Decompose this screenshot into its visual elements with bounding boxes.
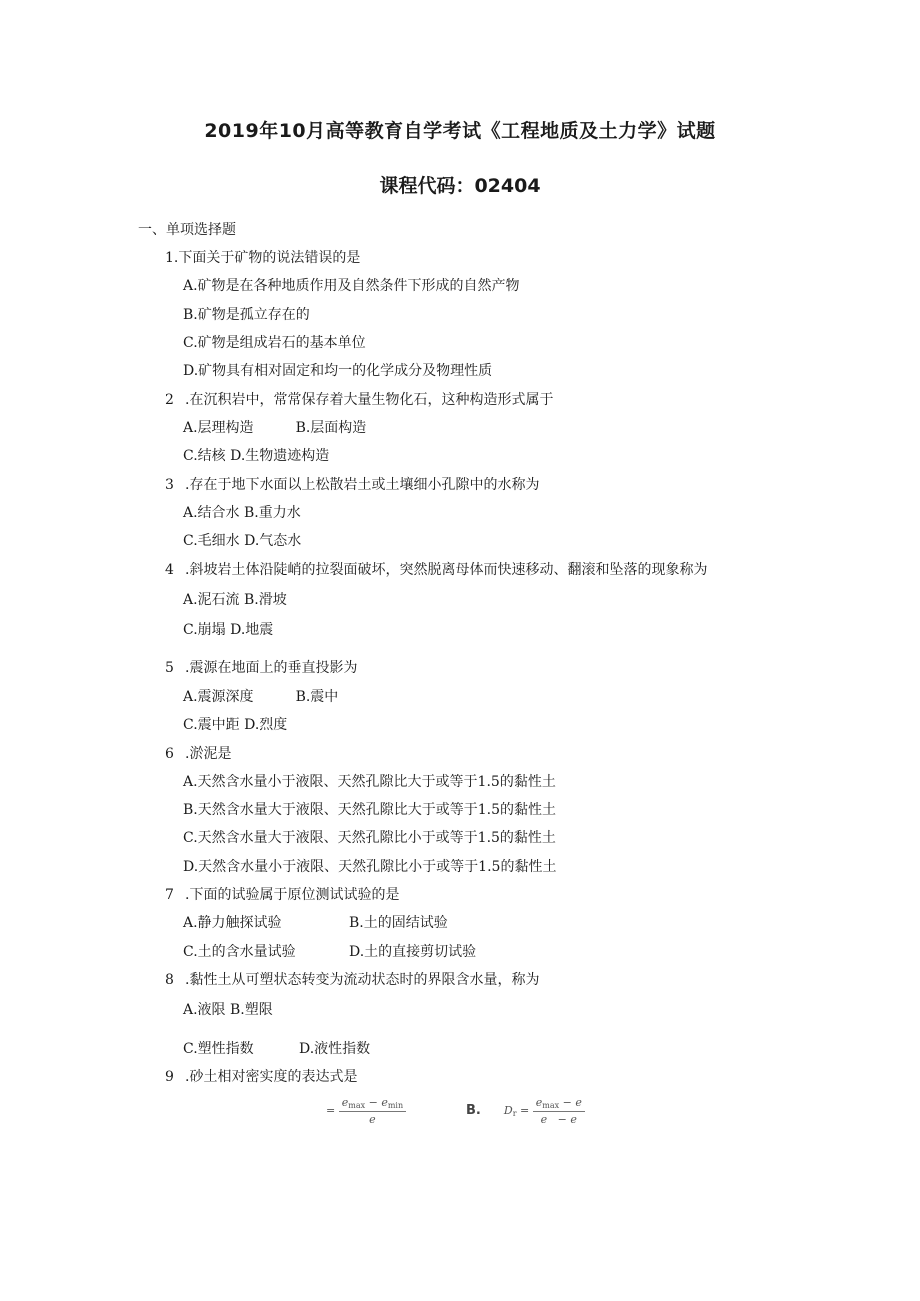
option: B.土的固结试验 (349, 915, 448, 931)
option: A.震源深度 (183, 689, 254, 705)
question-8 (165, 971, 539, 989)
option: B.层面构造 (295, 420, 367, 436)
option: C.天然含水量大于液限、天然孔隙比小于或等于1.5的黏性土 (183, 830, 556, 846)
question-number: 1. (165, 250, 179, 266)
option: B.天然含水量大于液限、天然孔隙比大于或等于1.5的黏性土 (183, 802, 557, 818)
option: A.结合水 B.重力水 (183, 505, 301, 521)
exam-title: 2019年10月高等教育自学考试《工程地质及土力学》试题 (204, 120, 716, 142)
question-text: .砂土相对密实度的表达式是 (185, 1069, 358, 1085)
option: D.液性指数 (299, 1041, 371, 1057)
fraction: $\frac{e_{max} - e_{min}}{e}$ (339, 1096, 406, 1126)
option: B.震中 (295, 689, 339, 705)
question-6 (165, 745, 231, 763)
section-heading: 一、单项选择题 (138, 222, 236, 238)
question-text: .黏性土从可塑状态转变为流动状态时的界限含水量，称为 (185, 972, 540, 988)
question-number: 7 (165, 887, 174, 903)
question-text: .斜坡岩土体沿陡峭的拉裂面破坏，突然脱离母体而快速移动、翻滚和坠落的现象称为 (185, 562, 708, 578)
question-2 (165, 391, 553, 409)
option: A.矿物是在各种地质作用及自然条件下形成的自然产物 (183, 278, 520, 294)
option: A.液限 B.塑限 (183, 1002, 273, 1018)
option: D.土的直接剪切试验 (349, 944, 477, 960)
option: C.塑性指数 (183, 1041, 254, 1057)
question-4 (165, 561, 707, 579)
formula-option-a: = $\frac{e_{max} - e_{min}}{e}$ (326, 1096, 406, 1126)
question-text: .在沉积岩中，常常保存着大量生物化石，这种构造形式属于 (185, 392, 554, 408)
option: A.泥石流 B.滑坡 (183, 592, 287, 608)
question-text: .震源在地面上的垂直投影为 (185, 660, 358, 676)
fraction: $\frac{e_{max} - e}{e - e}$ (533, 1096, 585, 1126)
option-row (183, 914, 448, 932)
question-text: 下面关于矿物的说法错误的是 (178, 250, 361, 266)
formula-option-b: B. $D_r$ = $\frac{e_{max} - e}{e - e}$ (466, 1096, 585, 1126)
option: C.震中距 D.烈度 (183, 717, 288, 733)
question-text: .存在于地下水面以上松散岩土或土壤细小孔隙中的水称为 (185, 477, 540, 493)
question-text: .下面的试验属于原位测试试验的是 (185, 887, 400, 903)
question-9 (165, 1068, 357, 1086)
option: A.静力触探试验 (183, 915, 282, 931)
question-7 (165, 886, 399, 904)
option-row (183, 943, 476, 961)
question-number: 2 (165, 392, 174, 408)
question-number: 8 (165, 972, 174, 988)
option: D.天然含水量小于液限、天然孔隙比小于或等于1.5的黏性土 (183, 859, 557, 875)
option-label: B. (466, 1103, 481, 1118)
option-row (183, 1040, 370, 1058)
option: C.矿物是组成岩石的基本单位 (183, 335, 366, 351)
option-row (183, 419, 366, 437)
option: C.毛细水 D.气态水 (183, 533, 302, 549)
option: B.矿物是孤立存在的 (183, 307, 310, 323)
option: C.崩塌 D.地震 (183, 622, 274, 638)
question-number: 3 (165, 477, 174, 493)
question-number: 9 (165, 1069, 174, 1085)
question-number: 5 (165, 660, 174, 676)
option: A.天然含水量小于液限、天然孔隙比大于或等于1.5的黏性土 (183, 774, 556, 790)
option: D.矿物具有相对固定和均一的化学成分及物理性质 (183, 363, 493, 379)
question-1 (165, 249, 360, 267)
option: C.结核 D.生物遗迹构造 (183, 448, 330, 464)
course-code: 课程代码：02404 (379, 175, 541, 197)
option: A.层理构造 (183, 420, 254, 436)
option-row (183, 688, 338, 706)
question-number: 6 (165, 746, 174, 762)
question-text: .淤泥是 (185, 746, 232, 762)
question-number: 4 (165, 562, 174, 578)
option: C.土的含水量试验 (183, 944, 296, 960)
question-3 (165, 476, 539, 494)
question-5 (165, 659, 357, 677)
